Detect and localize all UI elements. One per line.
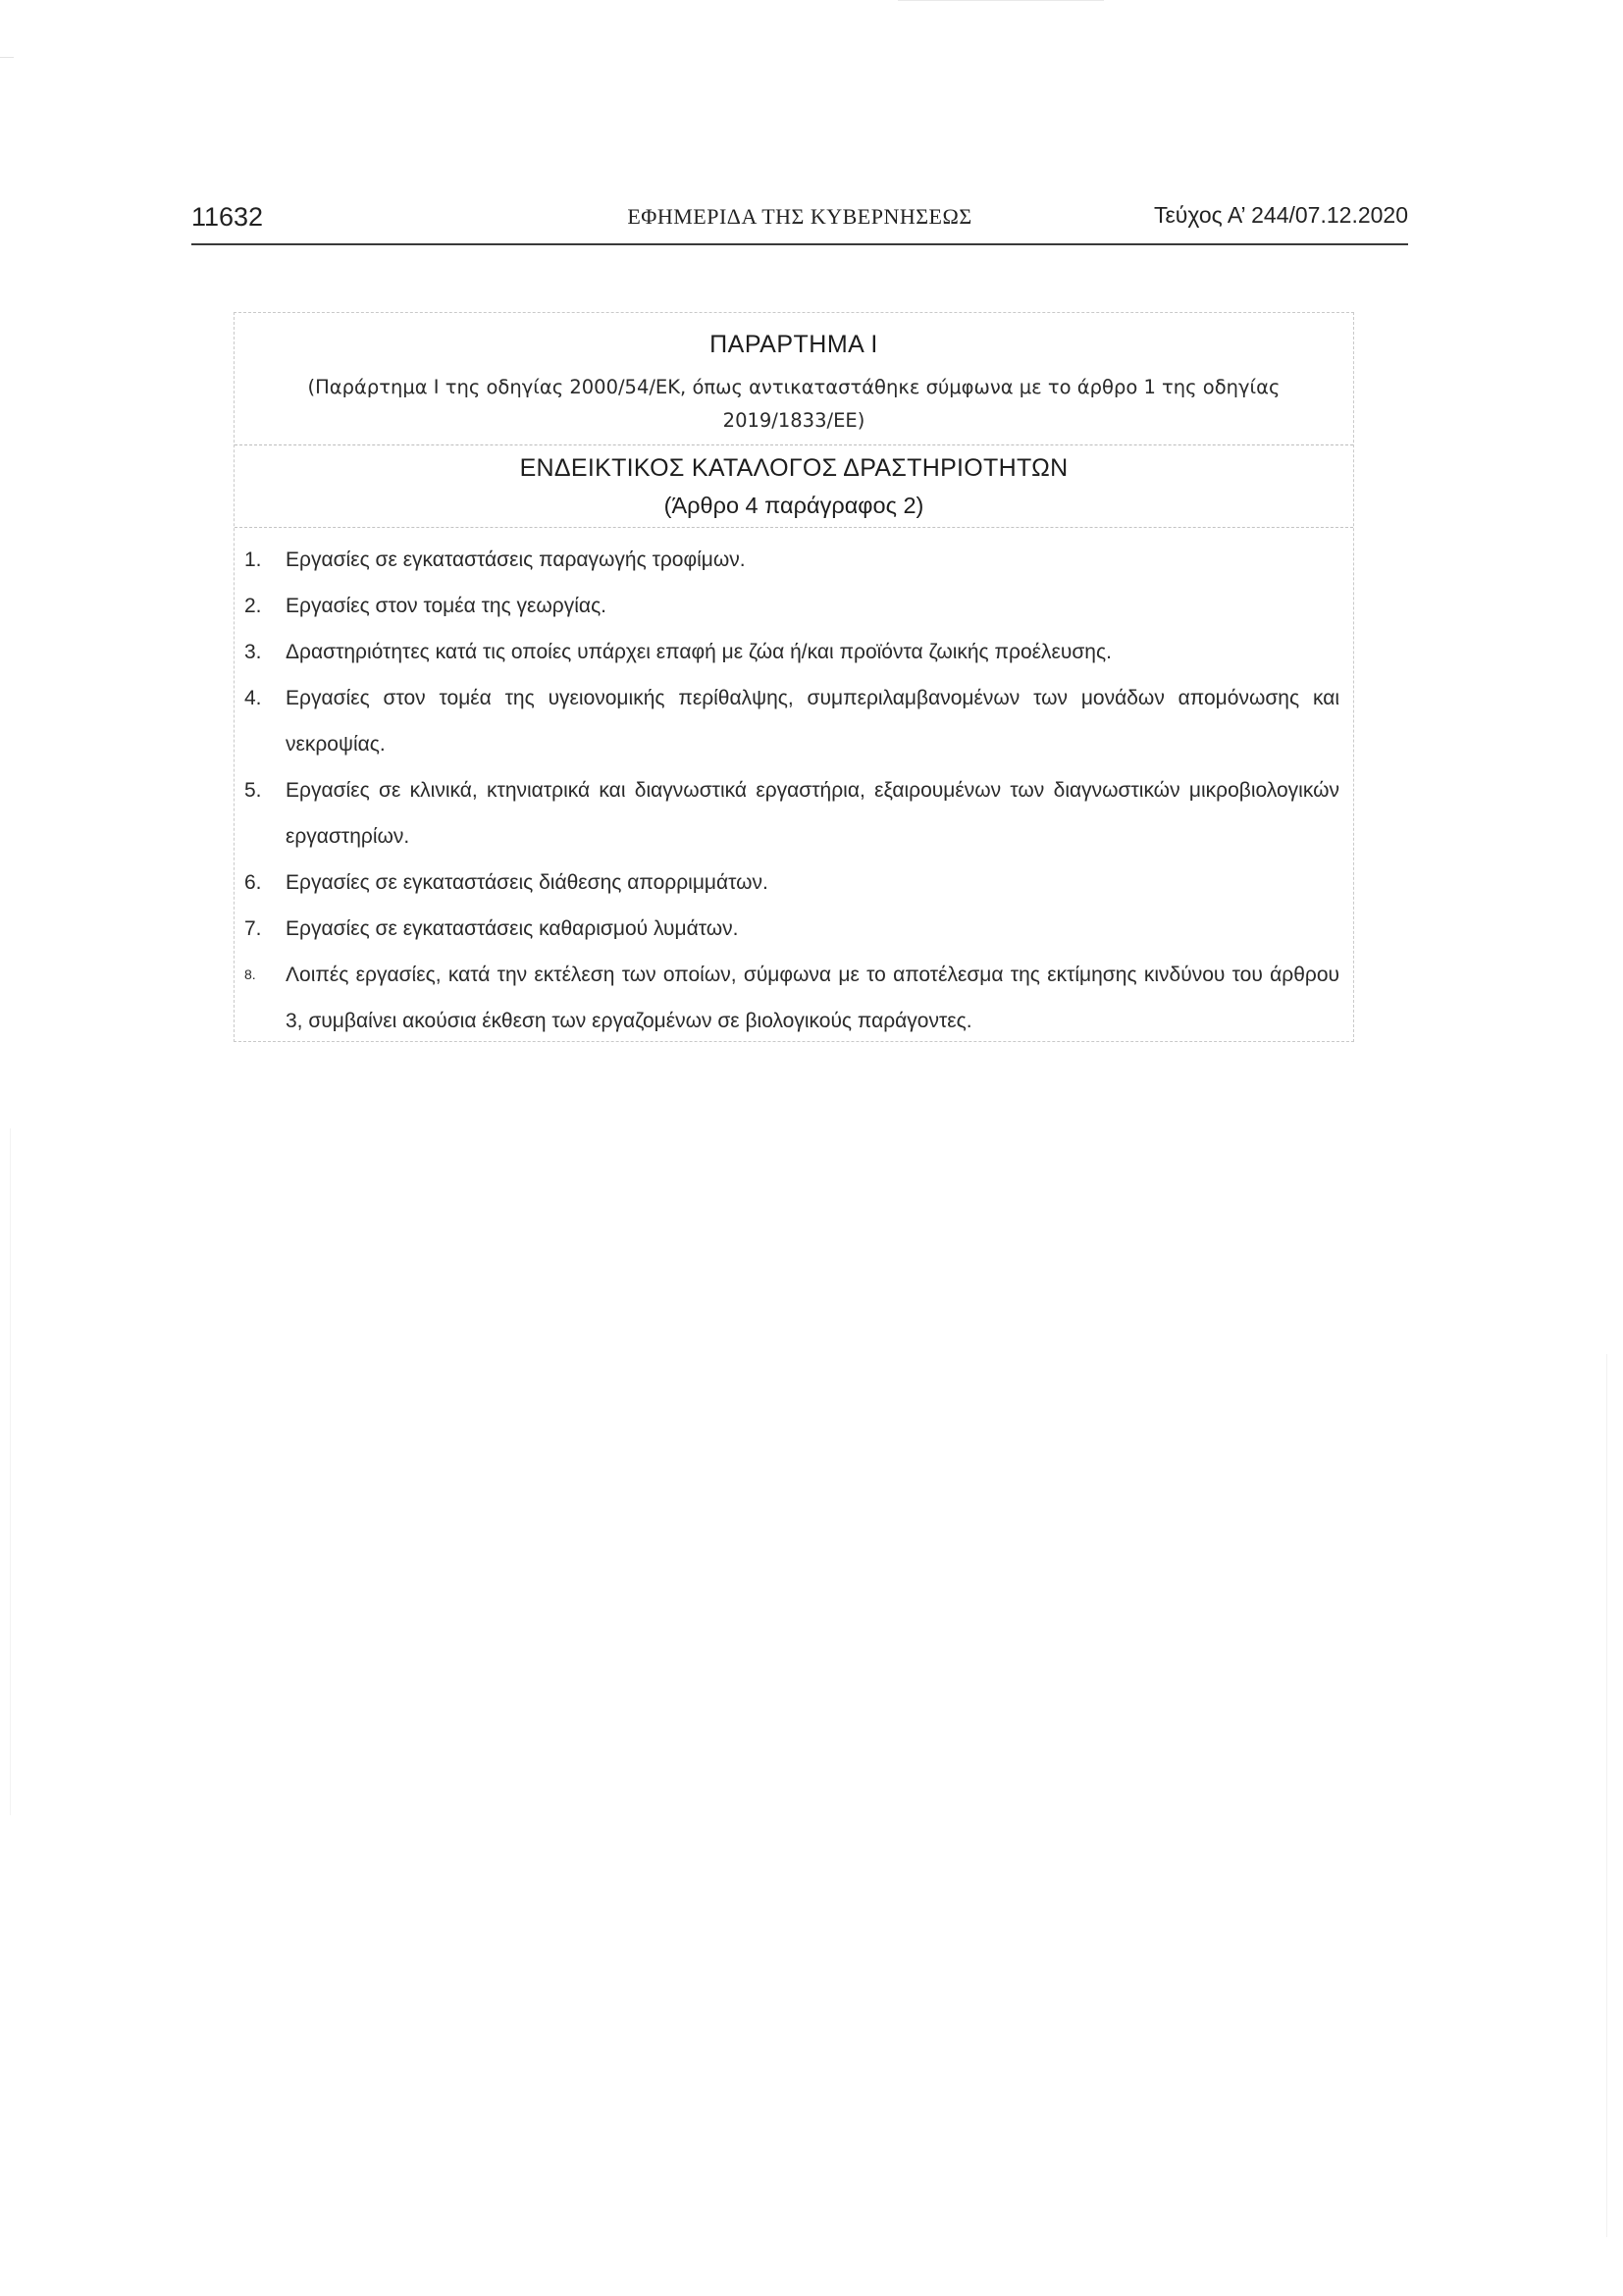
list-title: ΕΝΔΕΙΚΤΙΚΟΣ ΚΑΤΑΛΟΓΟΣ ΔΡΑΣΤΗΡΙΟΤΗΤΩΝ bbox=[519, 454, 1069, 482]
list-item bbox=[235, 906, 1353, 952]
annex-box bbox=[234, 312, 1354, 1042]
scan-edge-left-vertical bbox=[10, 1128, 11, 1815]
item-number: 3. bbox=[244, 641, 262, 663]
page-header bbox=[191, 196, 1408, 245]
annex-title: ΠΑΡΑΡΤΗΜΑ Ι bbox=[709, 331, 878, 358]
list-item bbox=[235, 629, 1353, 675]
list-item bbox=[235, 860, 1353, 906]
page-number: 11632 bbox=[191, 202, 264, 232]
scan-edge-right bbox=[1606, 1354, 1607, 2237]
list-article-reference: (Άρθρο 4 παράγραφος 2) bbox=[663, 493, 924, 518]
scan-edge-top bbox=[898, 0, 1104, 1]
list-item bbox=[235, 537, 1353, 583]
item-text: Εργασίες σε εγκαταστάσεις διάθεσης απορριμμάτων. bbox=[286, 871, 768, 894]
list-item bbox=[235, 952, 1353, 1044]
item-text: Εργασίες σε εγκαταστάσεις παραγωγής τροφίμων. bbox=[286, 548, 746, 571]
item-text: Εργασίες σε κλινικά, κτηνιατρικά και διαγνωστικά εργαστήρια, εξαιρουμένων των διαγνωστικών μικροβιολογικών εργαστηρίων. bbox=[286, 779, 1339, 848]
item-text: Εργασίες στον τομέα της υγειονομικής περίθαλψης, συμπεριλαμβανομένων των μονάδων απομόνωσης και νεκροψίας. bbox=[286, 687, 1339, 756]
item-text: Εργασίες στον τομέα της γεωργίας. bbox=[286, 595, 607, 617]
item-text: Δραστηριότητες κατά τις οποίες υπάρχει επαφή με ζώα ή/και προϊόντα ζωικής προέλευσης. bbox=[286, 641, 1112, 663]
issue-reference: Τεύχος Α’ 244/07.12.2020 bbox=[1154, 202, 1408, 228]
item-number: 4. bbox=[244, 687, 262, 709]
list-title-section bbox=[235, 444, 1353, 528]
item-number: 1. bbox=[244, 548, 262, 571]
gazette-title: ΕΦΗΜΕΡΙΔΑ ΤΗΣ ΚΥΒΕΡΝΗΣΕΩΣ bbox=[627, 204, 972, 229]
item-number: 2. bbox=[244, 595, 262, 617]
list-item bbox=[235, 583, 1353, 629]
scan-edge-left bbox=[0, 57, 14, 58]
item-number: 6. bbox=[244, 871, 262, 894]
list-item bbox=[235, 675, 1353, 767]
annex-title-section bbox=[235, 313, 1353, 445]
item-text: Εργασίες σε εγκαταστάσεις καθαρισμού λυμάτων. bbox=[286, 917, 739, 940]
item-text: Λοιπές εργασίες, κατά την εκτέλεση των οποίων, σύμφωνα με το αποτέλεσμα της εκτίμησης κινδύνου του άρθρου 3, συμβαίνει ακούσια έκθεση των εργαζομένων σε βιολογικούς παράγοντες. bbox=[286, 964, 1339, 1032]
annex-subtitle: (Παράρτημα Ι της οδηγίας 2000/54/ΕΚ, όπως αντικαταστάθηκε σύμφωνα με το άρθρο 1 της οδηγίας 2019/1833/ΕΕ) bbox=[307, 376, 1281, 432]
list-item bbox=[235, 767, 1353, 860]
item-number: 8. bbox=[244, 966, 256, 982]
activity-list bbox=[235, 537, 1353, 1044]
item-number: 7. bbox=[244, 917, 262, 940]
item-number: 5. bbox=[244, 779, 262, 802]
